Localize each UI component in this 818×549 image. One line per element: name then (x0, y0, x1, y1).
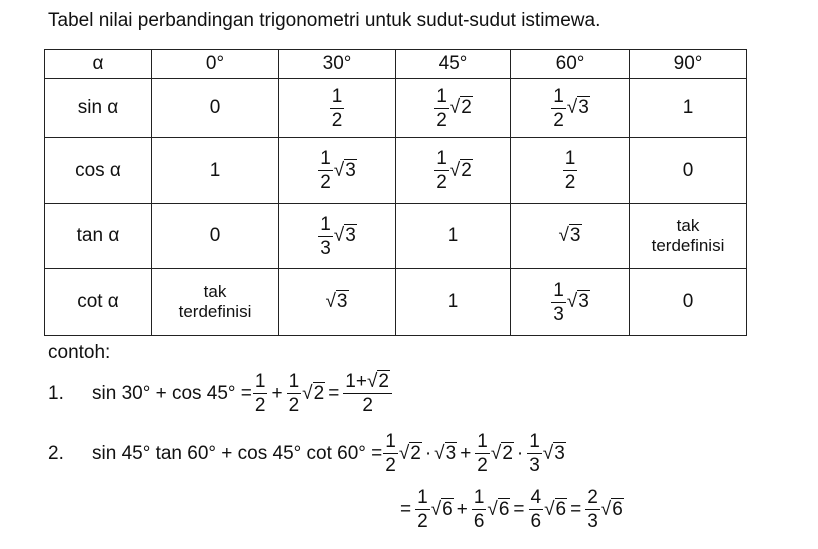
sqrt: √3 (558, 224, 581, 246)
cell-sin-30 (279, 79, 396, 138)
cell-sin-45 (396, 79, 511, 138)
undefined-text: tak (203, 282, 227, 301)
example-lhs: sin 30° + cos 45° = (92, 382, 252, 404)
undefined-text: terdefinisi (178, 302, 252, 321)
undefined-text: tak (676, 216, 700, 235)
cell-sin-90: 1 (630, 79, 747, 138)
header-90-deg: 90° (630, 50, 747, 79)
sqrt: √2 (490, 442, 513, 464)
cell-cos-0: 1 (152, 138, 279, 204)
sqrt: √3 (333, 225, 356, 246)
example-lhs: sin 45° tan 60° + cos 45° cot 60° = (92, 442, 383, 464)
example-number: 2. (48, 442, 64, 464)
header-60-deg: 60° (511, 50, 630, 79)
cell-tan-90 (630, 204, 747, 269)
sqrt: √6 (544, 498, 567, 520)
fraction: $\frac{1}{2}$ (436, 85, 447, 131)
header-30-deg: 30° (279, 50, 396, 79)
fraction: $\frac{2}{3}$ (587, 487, 598, 532)
fraction: $\frac{1}{2}$ (417, 487, 428, 532)
cell-cos-60 (511, 138, 630, 204)
sqrt: √6 (487, 498, 510, 520)
cell-sin-0: 0 (152, 79, 279, 138)
sqrt: √2 (449, 97, 472, 118)
fraction: $\frac{1}{2}$ (331, 85, 343, 131)
trig-table (44, 49, 747, 336)
operator: · (424, 442, 432, 464)
operator: · (516, 442, 524, 464)
fraction: $\frac{4}{6}$ (530, 487, 542, 532)
fraction: $\frac{1}{3}$ (553, 279, 564, 325)
sqrt: √3 (333, 159, 356, 181)
fraction: $\frac{1}{2}$ (564, 148, 576, 193)
cell-tan-45: 1 (396, 204, 511, 269)
table-row-cot (45, 269, 747, 336)
cell-cos-90: 0 (630, 138, 747, 204)
operator: + (460, 442, 472, 464)
example-heading: contoh: (48, 342, 111, 363)
sqrt: √3 (325, 290, 348, 312)
result-fraction: $\frac{1+√2}{2}$ (343, 372, 392, 415)
row-label: sin α (45, 79, 152, 138)
fraction: $\frac{1}{3}$ (320, 213, 331, 259)
fraction: $\frac{1}{2}$ (254, 371, 266, 417)
example-2-continued (397, 488, 624, 531)
fraction: $\frac{1}{2}$ (436, 148, 447, 193)
undefined-text: terdefinisi (651, 236, 725, 255)
operator: = (570, 498, 582, 520)
cell-cot-30 (279, 269, 396, 336)
header-alpha: α (45, 50, 152, 79)
example-1 (48, 372, 393, 415)
sqrt: √2 (449, 159, 472, 181)
sqrt: √2 (398, 442, 421, 464)
operator: + (456, 498, 468, 520)
table-row-sin (45, 79, 747, 138)
header-0-deg: 0° (152, 50, 279, 79)
sqrt: √3 (434, 442, 457, 464)
table-header-row (45, 50, 747, 79)
header-45-deg: 45° (396, 50, 511, 79)
cell-cos-45 (396, 138, 511, 204)
sqrt: √6 (430, 498, 453, 520)
fraction: $\frac{1}{2}$ (553, 85, 564, 131)
cell-cos-30 (279, 138, 396, 204)
fraction: $\frac{1}{2}$ (320, 148, 331, 193)
cell-cot-0 (152, 269, 279, 336)
row-label: tan α (45, 204, 152, 269)
cell-cot-60 (511, 269, 630, 336)
operator: = (513, 498, 525, 520)
cell-tan-60 (511, 204, 630, 269)
operator: = (328, 382, 340, 404)
fraction: $\frac{1}{6}$ (473, 487, 485, 532)
cell-tan-30 (279, 204, 396, 269)
table-row-cos (45, 138, 747, 204)
cell-sin-60 (511, 79, 630, 138)
sqrt: √3 (566, 97, 589, 118)
cell-cot-90: 0 (630, 269, 747, 336)
operator: = (400, 498, 412, 520)
row-label: cot α (45, 269, 152, 336)
operator: + (271, 382, 283, 404)
sqrt: √2 (302, 382, 325, 404)
fraction: $\frac{1}{3}$ (529, 431, 540, 476)
sqrt: √3 (542, 442, 565, 464)
table-row-tan (45, 204, 747, 269)
cell-cot-45: 1 (396, 269, 511, 336)
page-title: Tabel nilai perbandingan trigonometri untuk sudut-sudut istimewa. (48, 10, 601, 31)
fraction: $\frac{1}{2}$ (385, 431, 396, 476)
example-number: 1. (48, 382, 64, 404)
cell-tan-0: 0 (152, 204, 279, 269)
fraction: $\frac{1}{2}$ (288, 371, 300, 417)
sqrt: √6 (600, 498, 623, 520)
fraction: $\frac{1}{2}$ (477, 431, 488, 476)
sqrt: √3 (566, 291, 589, 312)
row-label: cos α (45, 138, 152, 204)
example-2 (48, 432, 566, 475)
